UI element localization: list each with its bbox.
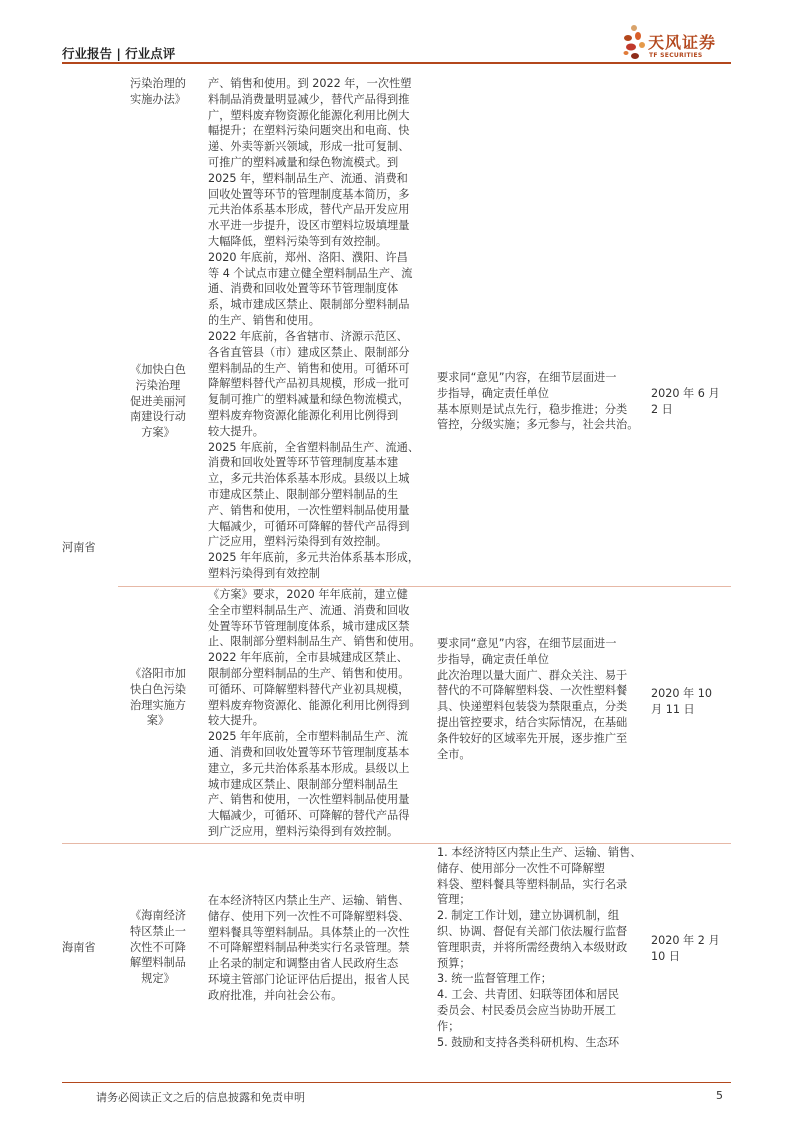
logo-name-cn: 天风证券 <box>648 33 717 52</box>
province-henan: 河南省 <box>62 541 96 554</box>
table-row-2-document: 《洛阳市加 快白色污染 治理实施方 案》 <box>130 667 186 728</box>
disclaimer: 请务必阅读正文之后的信息披露和免责申明 <box>96 1091 305 1104</box>
page-number: 5 <box>716 1089 723 1102</box>
table-row-2-content: 《方案》要求，2020 年年底前，建立健 全全市塑料制品生产、流通、消费和回收 处置等环节管理制度体系，城市建成区禁 止、限制部分塑料制品生产、销售和使用。 2022 年年底前，全市县城建成区禁止、 限制部分塑料制品的生产、销售和使用。 可循环、可降解塑料替代产业初具规模， 塑料废弃物资源化、能源化利用比例得到 较大提升。 2025 年年底前，全市塑料制品生产、流 通、消费和回收处置等环节管理制度基本 建立，多元共治体系基本形成。县级以上 城市建成区禁止、限制部分塑料制品生 产、销售和使用，一次性塑料制品使用量 大幅减少，可循环、可降解的替代产品得 到广泛应用，塑料污染得到有效控制。 <box>208 588 421 838</box>
logo-name-en: TF SECURITIES <box>649 52 703 59</box>
table-row-2-requirement: 要求同“意见”内容，在细节层面进一 步指导，确定责任单位 此次治理以量大面广、群众关注、易于 替代的不可降解塑料袋、一次性塑料餐 具、快递塑料包装袋为禁限重点，分类 提出管控要求，结合实际情况，在基础 条件较好的区域率先开展，逐步推广至 全市。 <box>437 637 628 761</box>
footer-divider <box>62 1082 731 1083</box>
table-row-1-date: 2020 年 6 月 2 日 <box>651 387 720 416</box>
report-category: 行业报告 | 行业点评 <box>62 46 176 61</box>
table-row-3-content: 在本经济特区内禁止生产、运输、销售、 储存、使用下列一次性不可降解塑料袋、 塑料餐具等塑料制品。具体禁止的一次性 不可降解塑料制品种类实行名录管理。禁 止名录的制定和调整由省人民政府生态 环境主管部门论证评估后提出，报省人民 政府批准，并向社会公布。 <box>208 894 410 1002</box>
table-row-1-document: 《加快白色 污染治理 促进美丽河 南建设行动 方案》 <box>130 363 186 440</box>
table-row-3-requirement: 1. 本经济特区内禁止生产、运输、销售、 储存、使用部分一次性不可降解塑 料袋、塑料餐具等塑料制品，实行名录 管理； 2. 制定工作计划，建立协调机制，组 织、协调、督促有关部门依法履行监督 管理职责，并将所需经费纳入本级财政 预算； 3. 统一监督管理工作； 4. 工会、共青团、妇联等团体和居民 委员会、村民委员会应当协助开展工 作； 5. 鼓励和支持各类科研机构、生态环 <box>437 846 642 1049</box>
table-row-3-document: 《海南经济 特区禁止一 次性不可降 解塑料制品 规定》 <box>130 909 186 986</box>
province-hainan: 海南省 <box>62 941 96 954</box>
table-row-3-date: 2020 年 2 月 10 日 <box>651 934 720 963</box>
table-row-1-requirement: 要求同“意见”内容，在细节层面进一 步指导，确定责任单位 基本原则是试点先行，稳步推进；分类 管控，分级实施；多元参与，社会共治。 <box>437 371 639 432</box>
table-row-1-content: 2022 年底前，各省辖市、济源示范区、 各省直管县（市）建成区禁止、限制部分 塑料制品的生产、销售和使用。可循环可 降解塑料替代产品初具规模，形成一批可 复制可推广的塑料减量和绿色物流模式， 塑料废弃物资源化能源化利用比例得到 较大提升。 2025 年底前，全省塑料制品生产、流通、 消费和回收处置等环节管理制度基本建 立，多元共治体系基本形成。县级以上城 市建成区禁止、限制部分塑料制品的生 产、销售和使用，一次性塑料制品使用量 大幅减少，可循环可降解的替代产品得到 广泛应用，塑料污染得到有效控制。 2025 年年底前，多元共治体系基本形成， 塑料污染得到有效控制 <box>208 330 420 580</box>
table-row-2-date: 2020 年 10 月 11 日 <box>651 687 713 716</box>
table-row-0-document: 污染治理的 实施办法》 <box>130 77 186 106</box>
row-divider <box>62 843 731 844</box>
table-row-0-content: 产、销售和使用。到 2022 年，一次性塑 料制品消费量明显减少，替代产品得到推 广，塑料废弃物资源化能源化利用比例大 幅提升；在塑料污染问题突出和电商、快 递、外卖等新兴领域，形成一批可复制、 可推广的塑料减量和绿色物流模式。到 2025 年，塑料制品生产、流通、消费和 回收处置等环节的管理制度基本简历，多 元共治体系基本形成，替代产品开发应用 水平进一步提升，设区市塑料垃圾填埋量 大幅降低，塑料污染等到有效控制。 2020 年底前，郑州、洛阳、濮阳、许昌 等 4 个试点市建立健全塑料制品生产、流 通、消费和回收处置等环节管理制度体 系，城市建成区禁止、限制部分塑料制品 的生产、销售和使用。 <box>208 77 413 327</box>
header-divider <box>62 62 731 64</box>
